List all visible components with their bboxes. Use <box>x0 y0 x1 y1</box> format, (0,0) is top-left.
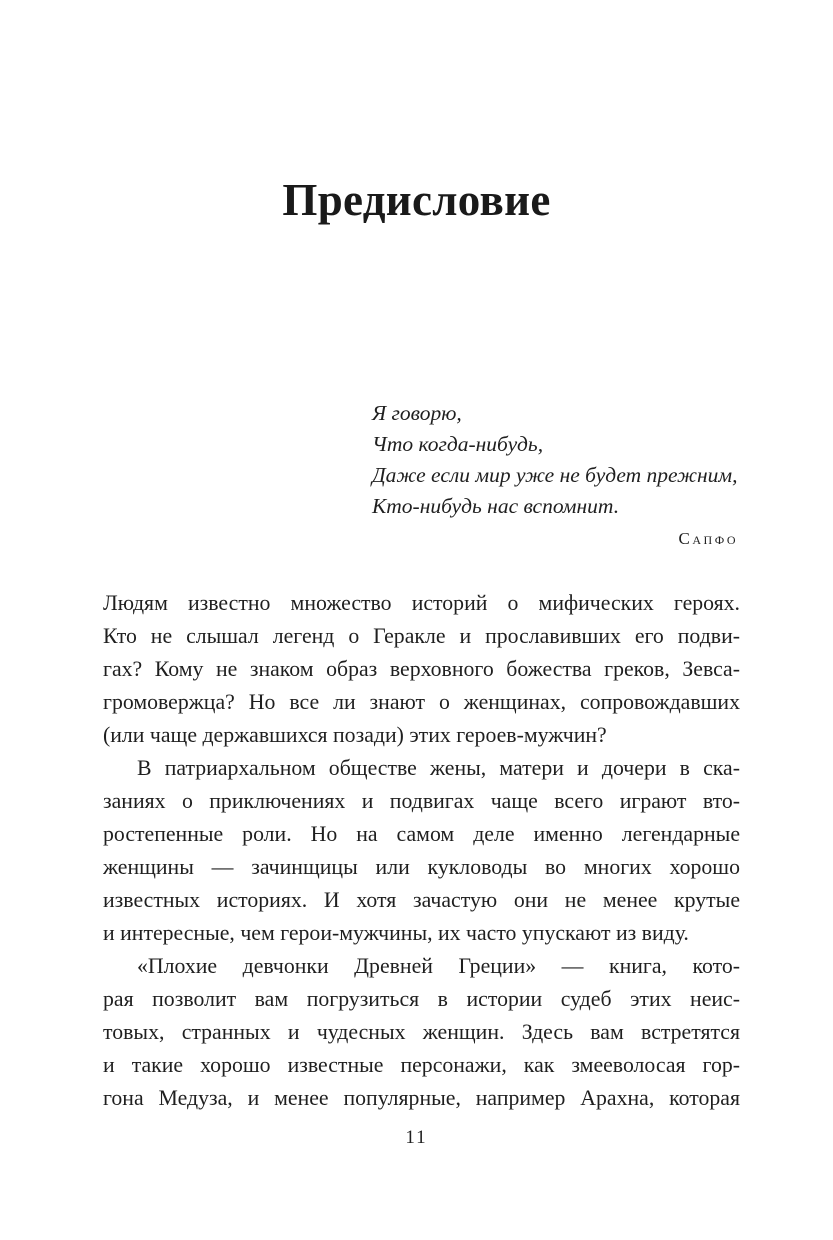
text-line: известных историях. И хотя зачастую они не менее крутые <box>103 888 740 912</box>
paragraph <box>103 950 740 1115</box>
epigraph-line: Кто-нибудь нас вспомнит. <box>372 494 620 518</box>
text-line: (или чаще державшихся позади) этих героев-мужчин? <box>103 723 607 747</box>
text-line: громовержца? Но все ли знают о женщинах, сопровождавших <box>103 690 740 714</box>
page-title: Предисловие <box>282 175 551 225</box>
text-line: Кто не слышал легенд о Геракле и прославивших его подви- <box>103 624 740 648</box>
text-line: «Плохие девчонки Древней Греции» — книга, кото- <box>137 954 740 978</box>
text-line: и интересные, чем герои-мужчины, их часто упускают из виду. <box>103 921 689 945</box>
text-line: и такие хорошо известные персонажи, как змееволосая гор- <box>103 1053 740 1077</box>
text-line: рая позволит вам погрузиться в истории судеб этих неис- <box>103 987 740 1011</box>
text-line: гона Медуза, и менее популярные, например Арахна, которая <box>103 1086 740 1110</box>
epigraph <box>372 398 742 549</box>
epigraph-line: Я говорю, <box>372 401 462 425</box>
text-line: гах? Кому не знаком образ верховного божества греков, Зевса- <box>103 657 740 681</box>
text-line: В патриархальном обществе жены, матери и дочери в ска- <box>137 756 740 780</box>
paragraph <box>103 752 740 950</box>
epigraph-author: Сапфо <box>678 529 738 548</box>
epigraph-line: Даже если мир уже не будет прежним, <box>372 463 738 487</box>
epigraph-line: Что когда-нибудь, <box>372 432 544 456</box>
paragraph <box>103 587 740 752</box>
page-number: 11 <box>405 1127 428 1148</box>
text-line: женщины — зачинщицы или кукловоды во многих хорошо <box>103 855 740 879</box>
body-text <box>103 587 740 1115</box>
text-line: товых, странных и чудесных женщин. Здесь вам встретятся <box>103 1020 740 1044</box>
text-line: заниях о приключениях и подвигах чаще всего играют вто- <box>103 789 740 813</box>
text-line: Людям известно множество историй о мифических героях. <box>103 591 740 615</box>
text-line: ростепенные роли. Но на самом деле именно легендарные <box>103 822 740 846</box>
